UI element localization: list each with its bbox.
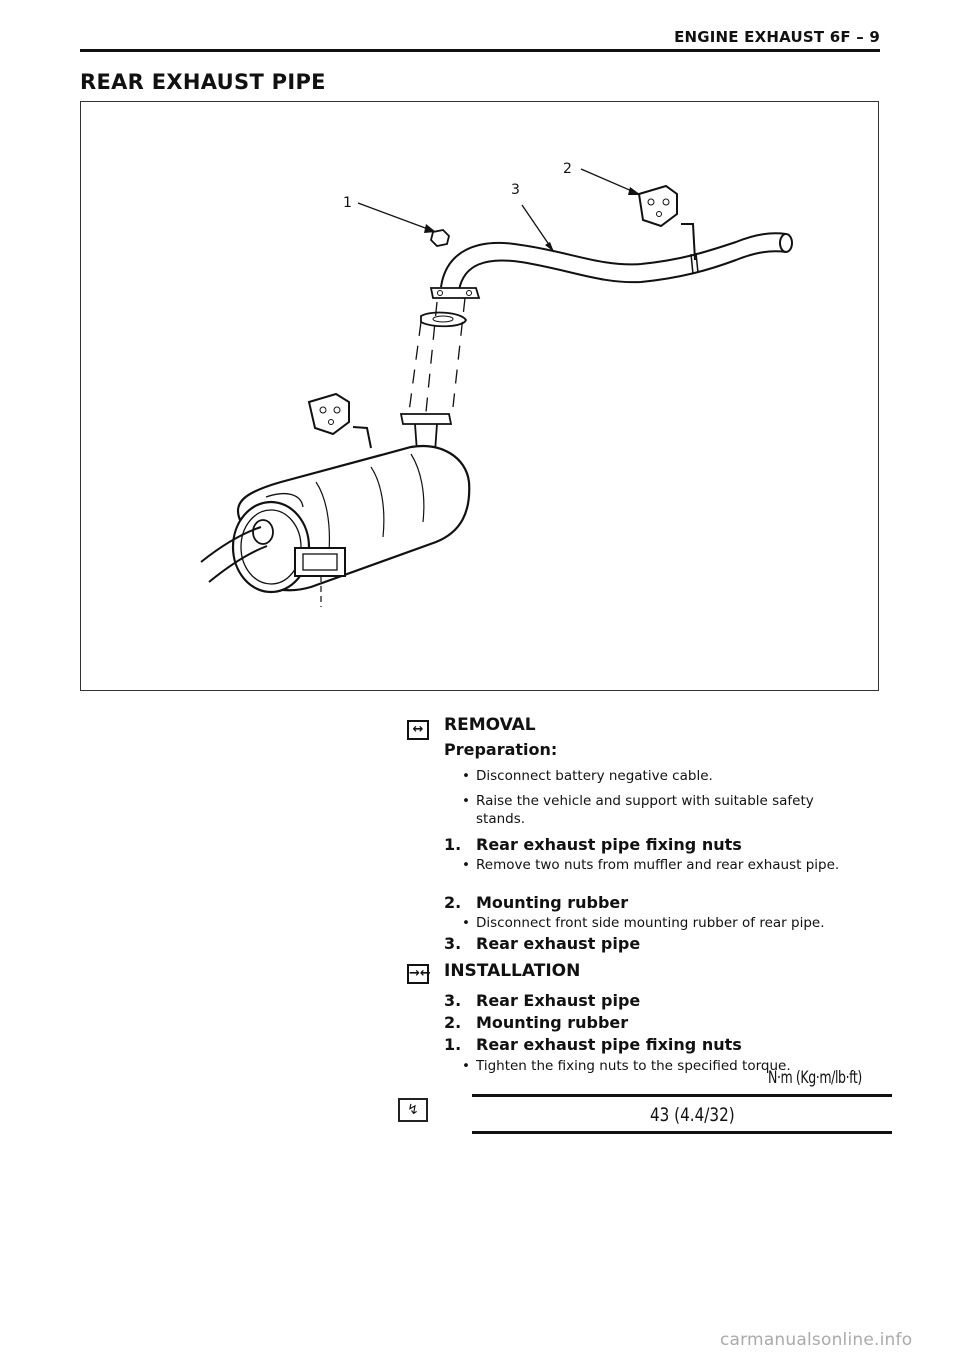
removal-step-3 bbox=[444, 934, 640, 953]
torque-table-bottom-rule bbox=[472, 1131, 892, 1134]
step-label: Rear exhaust pipe fixing nuts bbox=[476, 1035, 742, 1054]
running-header: ENGINE EXHAUST 6F – 9 bbox=[674, 28, 880, 46]
step-number: 3. bbox=[444, 934, 462, 953]
removal-icon: ↔ bbox=[407, 720, 429, 740]
installation-step-1 bbox=[444, 1035, 742, 1054]
exhaust-pipe-illustration bbox=[80, 101, 879, 691]
step-label: Rear exhaust pipe bbox=[476, 934, 641, 953]
removal-heading: REMOVAL bbox=[444, 715, 536, 735]
step-number: 2. bbox=[444, 1013, 462, 1032]
torque-units: N·m (Kg·m/lb·ft) bbox=[768, 1068, 862, 1088]
step-label: Rear exhaust pipe fixing nuts bbox=[476, 835, 742, 854]
page-title: REAR EXHAUST PIPE bbox=[80, 70, 326, 94]
callout-1: 1 bbox=[343, 195, 352, 211]
removal-step-1 bbox=[444, 835, 742, 854]
installation-icon: →← bbox=[407, 964, 429, 984]
step-number: 2. bbox=[444, 893, 462, 912]
step-number: 3. bbox=[444, 991, 462, 1010]
step-label: Mounting rubber bbox=[476, 1013, 629, 1032]
removal-step-2 bbox=[444, 893, 628, 912]
torque-wrench-icon: ↯ bbox=[398, 1098, 428, 1122]
watermark: carmanualsonline.info bbox=[720, 1330, 913, 1350]
torque-table-top-rule bbox=[472, 1094, 892, 1097]
prep-bullet: • Disconnect battery negative cable. bbox=[476, 767, 896, 785]
installation-step-2 bbox=[444, 1013, 628, 1032]
installation-step-3 bbox=[444, 991, 640, 1010]
callout-2: 2 bbox=[563, 161, 572, 177]
callout-3: 3 bbox=[511, 182, 520, 198]
header-rule bbox=[80, 49, 880, 52]
step-note: • Disconnect front side mounting rubber of rear pipe. bbox=[476, 914, 896, 932]
step-label: Mounting rubber bbox=[476, 893, 629, 912]
step-label: Rear Exhaust pipe bbox=[476, 991, 641, 1010]
step-number: 1. bbox=[444, 1035, 462, 1054]
step-note: • Remove two nuts from muffler and rear exhaust pipe. bbox=[476, 856, 866, 874]
torque-value: 43 (4.4/32) bbox=[650, 1104, 735, 1126]
step-number: 1. bbox=[444, 835, 462, 854]
step-note: • Tighten the fixing nuts to the specified torque. bbox=[476, 1057, 896, 1075]
prep-bullet: • Raise the vehicle and support with suitable safety stands. bbox=[476, 792, 866, 828]
installation-heading: INSTALLATION bbox=[444, 961, 581, 981]
preparation-label: Preparation: bbox=[444, 740, 558, 759]
